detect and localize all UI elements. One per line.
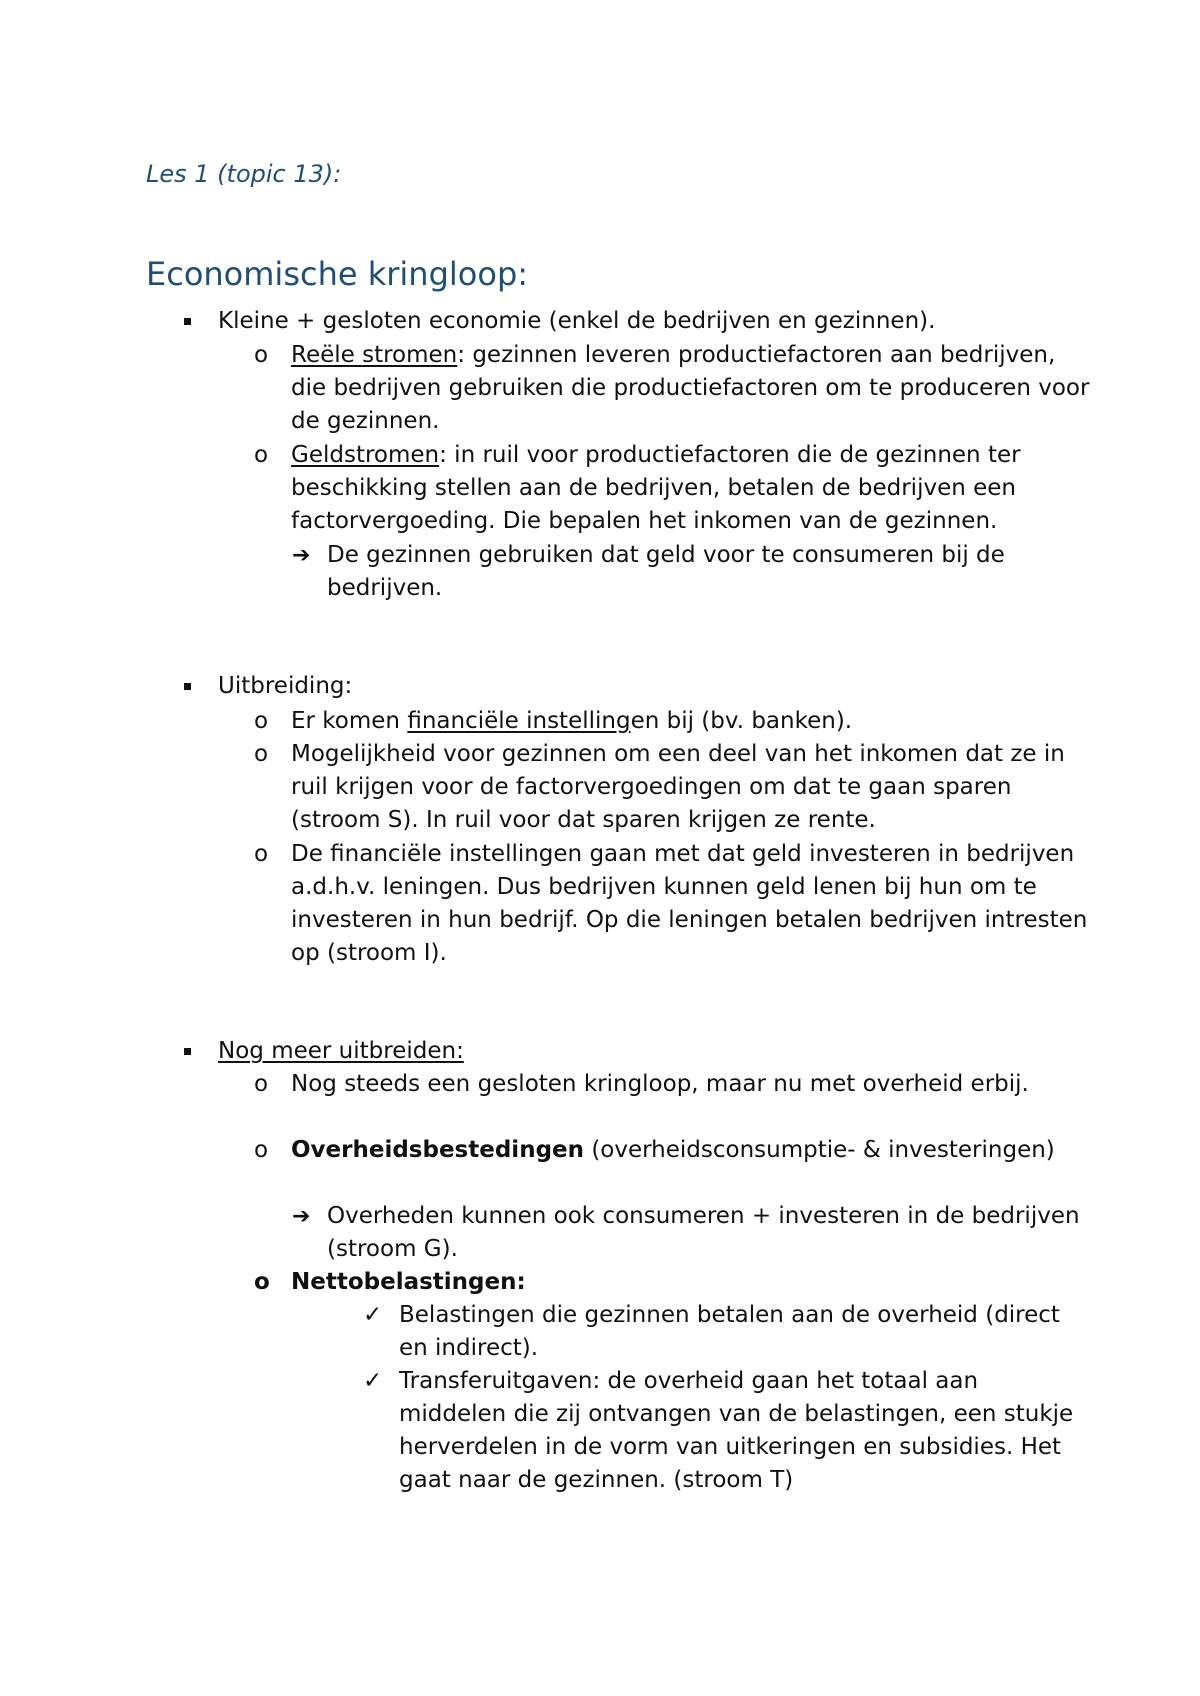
arrow-right-icon: ➔: [292, 543, 311, 568]
item-geldstromen: [291, 439, 1091, 538]
item-overheidsbestedingen: [291, 1134, 1091, 1167]
circle-bullet-icon: o: [254, 442, 269, 468]
item-nettobelastingen: Nettobelastingen:: [291, 1269, 526, 1295]
circle-bullet-icon: o: [254, 1137, 269, 1163]
item-financiele-instellingen: [291, 705, 1091, 738]
term-geldstromen: Geldstromen: [291, 442, 440, 468]
arrow-overheden: Overheden kunnen ook consumeren + investeren in de bedrijven (stroom G).: [327, 1203, 1080, 1262]
item-sparen: Mogelijkheid voor gezinnen om een deel van het inkomen dat ze in ruil krijgen voor de factorvergoedingen om dat te gaan sparen (stroom S). In ruil voor dat sparen krijgen ze rente.: [291, 741, 1065, 833]
text-bij-banken: en bij (bv. banken).: [630, 708, 853, 734]
text-reele-stromen: : gezinnen leveren productiefactoren aan bedrijven, die bedrijven gebruiken die productiefactoren om te produceren voor de gezinnen.: [291, 342, 1090, 434]
arrow-right-icon: ➔: [292, 1204, 311, 1229]
text-geldstromen: : in ruil voor productiefactoren die de gezinnen ter beschikking stellen aan de bedrijven, betalen de bedrijven een factorvergoeding. Die bepalen het inkomen van de gezinnen.: [291, 442, 1021, 534]
bullet-nog-meer-uitbreiden: Nog meer uitbreiden:: [218, 1038, 464, 1064]
item-reele-stromen: [291, 339, 1091, 438]
check-belastingen: Belastingen die gezinnen betalen aan de overheid (direct en indirect).: [399, 1302, 1060, 1361]
circle-bullet-icon: o: [254, 741, 269, 767]
term-reele-stromen: Reële stromen: [291, 342, 458, 368]
check-transferuitgaven: Transferuitgaven: de overheid gaan het totaal aan middelen die zij ontvangen van de belastingen, een stukje herverdelen in de vorm van uitkeringen en subsidies. Het gaat naar de gezinnen. (stroom T): [399, 1368, 1074, 1493]
text-er-komen: Er komen: [291, 708, 408, 734]
term-overheidsbestedingen: Overheidsbestedingen: [291, 1137, 585, 1163]
item-investeren: De financiële instellingen gaan met dat geld investeren in bedrijven a.d.h.v. leningen. Dus bedrijven kunnen geld lenen bij hun om te investeren in hun bedrijf. Op die leningen betalen bedrijven intresten op (stroom I).: [291, 841, 1088, 966]
text-overheidsbestedingen: (overheidsconsumptie- & investeringen): [584, 1137, 1055, 1163]
circle-bullet-icon: o: [254, 1269, 270, 1295]
item-gesloten-kringloop: Nog steeds een gesloten kringloop, maar nu met overheid erbij.: [291, 1071, 1029, 1097]
circle-bullet-icon: o: [254, 342, 269, 368]
circle-bullet-icon: o: [254, 841, 269, 867]
section-heading: Economische kringloop:: [146, 255, 529, 293]
circle-bullet-icon: o: [254, 1071, 269, 1097]
bullet-kleine-economie: Kleine + gesloten economie (enkel de bedrijven en gezinnen).: [218, 308, 936, 334]
bullet-uitbreiding: Uitbreiding:: [218, 673, 353, 699]
arrow-consumeren: De gezinnen gebruiken dat geld voor te consumeren bij de bedrijven.: [327, 542, 1005, 601]
check-icon: ✓: [363, 1302, 383, 1328]
check-icon: ✓: [363, 1368, 383, 1394]
square-bullet-icon: [184, 683, 191, 690]
square-bullet-icon: [184, 318, 191, 325]
circle-bullet-icon: o: [254, 708, 269, 734]
square-bullet-icon: [184, 1048, 191, 1055]
lesson-subtitle: Les 1 (topic 13):: [146, 160, 342, 188]
term-financiele-instellingen: financiële instelling: [407, 708, 631, 734]
